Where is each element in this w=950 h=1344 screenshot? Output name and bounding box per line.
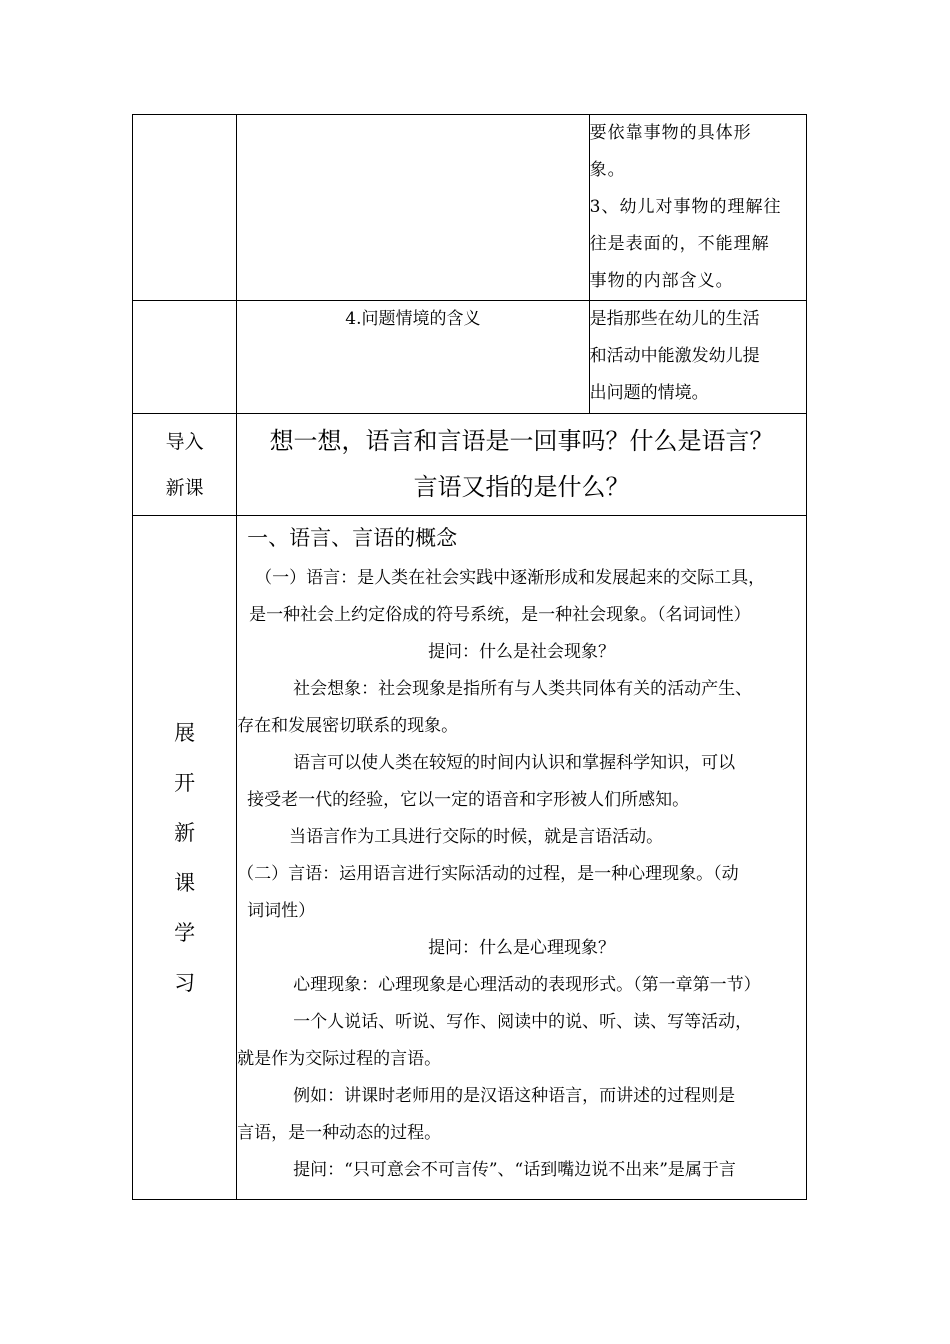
question-line: 提问：什么是社会现象？ [428,642,616,662]
row1-right-cell [589,115,806,301]
text-line: 一个人说话、听说、写作、阅读中的说、听、读、写等活动， [293,1012,753,1032]
intro-content-cell [237,414,807,516]
new-lesson-content-cell [237,516,807,1200]
intro-question-line: 言语又指的是什么？ [413,473,630,501]
label-char: 习 [174,970,196,995]
question-line: 提问：什么是心理现象？ [428,938,616,958]
text-line: （二）言语：运用语言进行实际活动的过程，是一种心理现象。（动 [237,864,739,884]
text-line: 心理现象：心理现象是心理活动的表现形式。（第一章第一节） [293,975,761,995]
table-row [133,115,807,301]
row1-label-cell [133,115,237,301]
text-line: 是指那些在幼儿的生活 [589,309,760,329]
table-row [133,414,807,516]
label-char: 学 [174,920,196,945]
text-line: 例如：讲课时老师用的是汉语这种语言，而讲述的过程则是 [293,1086,736,1106]
text-line: 象。 [589,160,626,180]
text-line: 接受老一代的经验，它以一定的语音和字形被人们所感知。 [247,790,690,810]
label-char: 新 [174,820,196,845]
text-line: 和活动中能激发幼儿提 [589,346,760,366]
text-line: 事物的内部含义。 [589,271,734,291]
row2-middle-cell [237,301,590,414]
text-line: 言语，是一种动态的过程。 [237,1123,442,1143]
text-line: 出问题的情境。 [589,383,709,403]
table-row [133,301,807,414]
text-line: 提问：“只可意会不可言传”、“话到嘴边说不出来”是属于言 [293,1160,736,1180]
row2-right-cell [589,301,806,414]
text-line: （一）语言：是人类在社会实践中逐渐形成和发展起来的交际工具， [255,568,766,588]
text-line: 要依靠事物的具体形 [589,123,752,143]
problem-situation-term: 4.问题情境的含义 [345,309,481,329]
row1-middle-cell [237,115,590,301]
intro-label-line: 新课 [165,476,204,499]
text-line: 词词性） [247,901,316,921]
text-line: 往是表面的，不能理解 [589,234,770,254]
row2-label-cell [133,301,237,414]
text-line: 语言可以使人类在较短的时间内认识和掌握科学知识，可以 [293,753,736,773]
lesson-plan-table [132,114,807,1200]
label-char: 开 [174,770,196,795]
text-line: 当语言作为工具进行交际的时候，就是言语活动。 [289,827,664,847]
text-line: 存在和发展密切联系的现象。 [237,716,459,736]
table-row [133,516,807,1200]
section-heading: 一、语言、言语的概念 [247,526,458,550]
text-line: 3、幼儿对事物的理解往 [589,197,782,217]
label-char: 展 [174,720,196,745]
new-lesson-label-cell [133,516,237,1200]
intro-question-line: 想一想，语言和言语是一回事吗？什么是语言？ [269,427,774,455]
intro-label-cell [133,414,237,516]
text-line: 就是作为交际过程的言语。 [237,1049,442,1069]
text-line: 是一种社会上约定俗成的符号系统，是一种社会现象。（名词词性） [249,605,751,625]
intro-label-line: 导入 [165,430,204,453]
label-char: 课 [174,870,196,895]
text-line: 社会想象：社会现象是指所有与人类共同体有关的活动产生、 [293,679,753,699]
